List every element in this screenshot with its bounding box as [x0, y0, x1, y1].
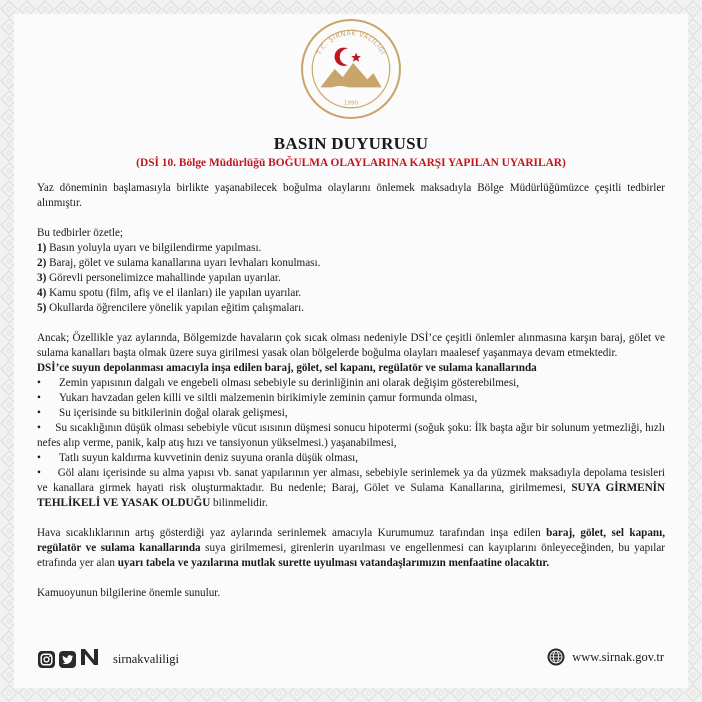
list-item: 5) Okullarda öğrencilere yönelik yapılan eğitim çalışmaları.	[37, 302, 304, 314]
nsosyal-icon[interactable]	[80, 648, 99, 671]
ancak-paragraph: Ancak; Özellikle yaz aylarında, Bölgemizde havaların çok sıcak olması nedeniyle DSİ’ce çeşitli önlemler alınmasına karşın baraj, gölet ve sulama kanalları başta olmak üzere suya girilmesi yasak olan bölgelerde boğulma olayları maalesef yaşanmaya devam etmektedir.	[37, 332, 665, 359]
list-item: • Zemin yapısının dalgalı ve engebeli olması sebebiyle su derinliğinin ani olarak değişim gösterebilmesi,	[37, 377, 520, 389]
list-item: 2) Baraj, gölet ve sulama kanallarına uyarı levhaları konulması.	[37, 257, 321, 269]
twitter-icon[interactable]	[59, 651, 76, 668]
svg-text:T.C. ŞIRNAK VALİLİĞİ	[315, 30, 388, 57]
list-item: • Tatlı suyun kaldırma kuvvetinin deniz suyuna oranla düşük olması,	[37, 452, 359, 464]
document-body	[37, 181, 665, 601]
dsi-heading: DSİ’ce suyun depolanması amacıyla inşa edilen baraj, gölet, sel kapanı, regülatör ve sulama kanallarında	[37, 362, 537, 374]
intro-paragraph: Yaz döneminin başlamasıyla birlikte yaşanabilecek boğulma olaylarını önlemek maksadıyla Bölge Müdürlüğümüzce çeşitli tedbirler alınmıştır.	[37, 182, 665, 209]
website-footer	[547, 648, 664, 666]
list-item: 1) Basın yoluyla uyarı ve bilgilendirme yapılması.	[37, 242, 262, 254]
list-item: 3) Görevli personelimizce mahallinde yapılan uyarılar.	[37, 272, 281, 284]
website-link[interactable]: www.sirnak.gov.tr	[572, 649, 664, 664]
announcement: Kamuoyunun bilgilerine önemle sunulur.	[37, 587, 221, 599]
list-item: • Göl alanı içerisinde su alma yapısı vb. sanat yapılarının yer alması, sebebiyle serinlemek ya da yüzmek maksadıyla depolama tesisleri ve kanallara girmek hayati risk oluşturmaktadır. Bu nedenle; Baraj, Gölet ve Sulama Kanallarına, girilmemesi, SUYA GİRMENİN TEHLİKELİ VE YASAK OLDUĞU bilinmelidir.	[37, 467, 665, 509]
globe-icon	[547, 648, 565, 666]
page-subtitle: (DSİ 10. Bölge Müdürlüğü BOĞULMA OLAYLARINA KARŞI YAPILAN UYARILAR)	[136, 157, 566, 169]
risk-bullet-list	[37, 376, 665, 511]
social-footer	[38, 648, 179, 671]
page-title: BASIN DUYURUSU	[273, 134, 429, 153]
instagram-icon[interactable]	[38, 651, 55, 668]
list-item: • Su sıcaklığının düşük olması sebebiyle vücut ısısının düşmesi sonucu hipotermi (soğuk şoku: İlk başta ağır bir solunum yetmezliği, hızlı nefes alıp verme, panik, kalp atış hızı ve tansiyonun yükselmesi.) yaşanabilmesi,	[37, 422, 665, 449]
list-item: • Yukarı havzadan gelen killi ve siltli malzemenin birikimiyle zeminin çamur formunda olması,	[37, 392, 478, 404]
list-item: 4) Kamu spotu (film, afiş ve el ilanları) ile yapılan uyarılar.	[37, 287, 302, 299]
seal-text: T.C. ŞIRNAK VALİLİĞİ	[315, 30, 387, 57]
measures-intro: Bu tedbirler özetle;	[37, 227, 123, 239]
social-handle[interactable]: sirnakvaliligi	[113, 652, 179, 666]
seal-year: 1990	[343, 100, 359, 107]
closing-paragraph: Hava sıcaklıklarının artış gösterdiği yaz aylarında serinlemek amacıyla Kurumumuz tarafından inşa edilen baraj, gölet, sel kapanı, regülatör ve sulama kanallarında suya girilmemesi, girenlerin uyarılması ve engellenmesi can kayıplarını önleyeceğinden, bu yapılar etrafında yer alan uyarı tabela ve yazılarına mutlak surette uyulması vatandaşlarımızın menfaatine olacaktır.	[37, 527, 666, 569]
valilik-seal-logo	[300, 18, 402, 120]
list-item: • Su içerisinde su bitkilerinin doğal olarak gelişmesi,	[37, 407, 288, 419]
measures-list	[37, 241, 665, 316]
